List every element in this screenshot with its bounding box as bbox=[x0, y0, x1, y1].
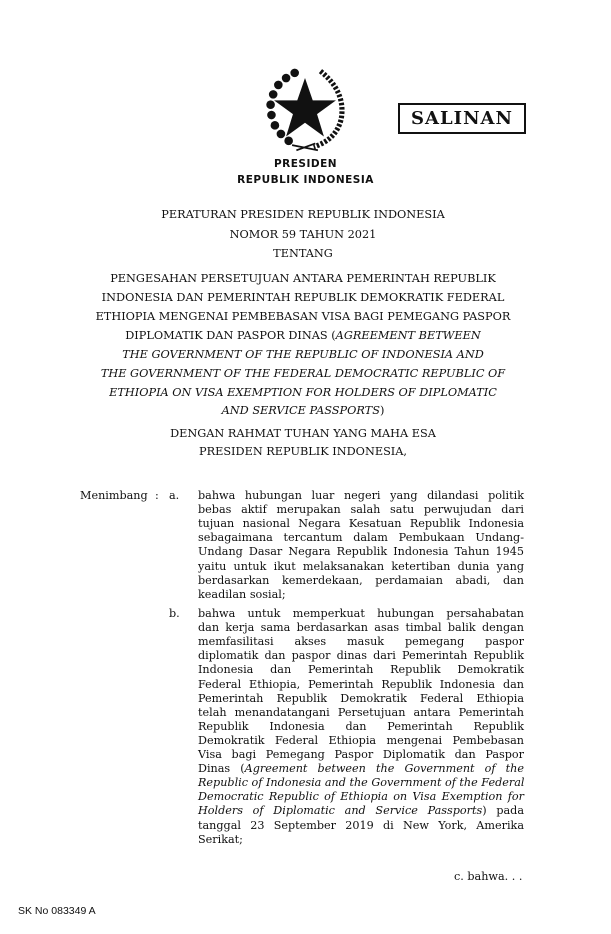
text-segment: Democratic Republic of Ethiopia on Visa Exemption for bbox=[198, 790, 524, 804]
text-segment: bebas aktif merupakan salah satu perwujudan dari bbox=[198, 503, 524, 517]
text-segment: telah menandatangani Persetujuan antara Pemerintah bbox=[198, 705, 524, 719]
paragraph-line bbox=[198, 649, 524, 662]
paragraph-line bbox=[198, 776, 524, 789]
paragraph-line bbox=[198, 545, 524, 558]
paragraph-line bbox=[198, 819, 524, 832]
paragraph-line bbox=[198, 489, 524, 502]
text-segment: DIPLOMATIK DAN PASPOR DINAS ( bbox=[125, 329, 336, 342]
continuation-text: c. bahwa. . . bbox=[454, 870, 523, 883]
title-line bbox=[0, 445, 606, 458]
title-line bbox=[0, 348, 606, 361]
paragraph-line bbox=[198, 790, 524, 803]
text-segment: Demokratik Federal Ethiopia mengenai Pembebasan bbox=[198, 733, 524, 747]
text-segment: NOMOR 59 TAHUN 2021 bbox=[229, 228, 377, 241]
text-segment: Visa bagi Pemegang Paspor Diplomatik dan Paspor bbox=[198, 748, 524, 761]
paragraph-line bbox=[198, 706, 524, 719]
paragraph-line bbox=[198, 748, 524, 761]
office-title: PRESIDEN bbox=[273, 158, 338, 170]
paragraph-line bbox=[198, 762, 524, 775]
text-segment: TENTANG bbox=[273, 247, 333, 260]
title-line bbox=[0, 291, 606, 304]
paragraph-line bbox=[198, 692, 524, 705]
text-segment: Dinas ( bbox=[198, 762, 245, 776]
text-segment: Undang Dasar Negara Republik Indonesia Tahun 1945 bbox=[198, 545, 524, 559]
paragraph-line bbox=[198, 621, 524, 634]
text-segment: memfasilitasi akses masuk pemegang paspor bbox=[198, 635, 524, 649]
item-marker: b. bbox=[169, 607, 180, 620]
text-segment: INDONESIA DAN PEMERINTAH REPUBLIK DEMOKRATIK FEDERAL bbox=[101, 291, 505, 304]
item-marker: a. bbox=[169, 489, 180, 502]
title-line bbox=[0, 247, 606, 260]
text-segment: bahwa hubungan luar negeri yang dilandasi politik bbox=[198, 489, 524, 502]
paragraph-line bbox=[198, 720, 524, 733]
office-subtitle: REPUBLIK INDONESIA bbox=[237, 174, 374, 186]
text-segment: Holders of Diplomatic and Service Passports bbox=[198, 804, 483, 818]
paragraph-line bbox=[198, 517, 524, 530]
text-segment: AND SERVICE PASSPORTS bbox=[221, 404, 380, 417]
paragraph-line bbox=[198, 607, 524, 620]
text-segment: yaitu untuk ikut melaksanakan ketertiban dunia yang bbox=[198, 559, 524, 573]
copy-stamp: SALINAN bbox=[398, 103, 526, 134]
paragraph-line bbox=[198, 574, 524, 587]
text-segment: ) pada bbox=[482, 804, 524, 818]
title-line bbox=[0, 367, 606, 380]
text-segment: keadilan sosial; bbox=[198, 587, 286, 601]
text-segment: Republik Indonesia dan Pemerintah Republik bbox=[198, 719, 524, 733]
paragraph-line bbox=[198, 663, 524, 676]
paragraph-line bbox=[198, 833, 524, 846]
paragraph-line bbox=[198, 734, 524, 747]
title-line bbox=[0, 427, 606, 440]
title-line bbox=[0, 386, 606, 399]
text-segment: Federal Ethiopia, Pemerintah Republik Indonesia dan bbox=[198, 677, 524, 691]
text-segment: AGREEMENT BETWEEN bbox=[335, 329, 481, 342]
text-segment: PENGESAHAN PERSETUJUAN ANTARA PEMERINTAH REPUBLIK bbox=[110, 272, 496, 285]
paragraph-line bbox=[198, 531, 524, 544]
text-segment: ETHIOPIA ON VISA EXEMPTION FOR HOLDERS OF DIPLOMATIC bbox=[109, 386, 497, 399]
text-segment: Pemerintah Republik Demokratik Federal Ethiopia bbox=[198, 691, 524, 705]
considering-colon: : bbox=[155, 489, 159, 502]
title-line bbox=[0, 404, 606, 417]
text-segment: THE GOVERNMENT OF THE REPUBLIC OF INDONESIA AND bbox=[122, 348, 484, 361]
paragraph-line bbox=[198, 678, 524, 691]
text-segment: bahwa untuk memperkuat hubungan persahabatan bbox=[198, 607, 524, 620]
text-segment: dan kerja sama berdasarkan asas timbal balik dengan bbox=[198, 621, 524, 635]
paragraph-line bbox=[198, 560, 524, 573]
text-segment: tanggal 23 September 2019 di New York, Amerika bbox=[198, 818, 524, 832]
text-segment: tujuan nasional Negara Kesatuan Republik Indonesia bbox=[198, 517, 524, 531]
title-line bbox=[0, 329, 606, 342]
paragraph-line bbox=[198, 588, 524, 601]
text-segment: Serikat; bbox=[198, 832, 243, 846]
text-segment: DENGAN RAHMAT TUHAN YANG MAHA ESA bbox=[170, 427, 436, 440]
text-segment: sebagaimana tercantum dalam Pembukaan Undang- bbox=[198, 531, 524, 545]
text-segment: PERATURAN PRESIDEN REPUBLIK INDONESIA bbox=[161, 208, 445, 221]
text-segment: Republic of Indonesia and the Government of the Federal bbox=[198, 776, 525, 790]
text-segment: THE GOVERNMENT OF THE FEDERAL DEMOCRATIC REPUBLIC OF bbox=[100, 367, 506, 380]
paragraph-line bbox=[198, 635, 524, 648]
text-segment: ) bbox=[379, 404, 385, 417]
document-serial-number: SK No 083349 A bbox=[18, 905, 96, 917]
paragraph-line bbox=[198, 804, 524, 817]
text-segment: berdasarkan kemerdekaan, perdamaian abadi, dan bbox=[198, 573, 524, 587]
text-segment: diplomatik dan paspor dinas dari Pemerintah Republik bbox=[198, 649, 524, 663]
title-line bbox=[0, 228, 606, 241]
paragraph-line bbox=[198, 503, 524, 516]
text-segment: PRESIDEN REPUBLIK INDONESIA, bbox=[198, 445, 408, 458]
title-line bbox=[0, 208, 606, 221]
text-segment: Agreement between the Government of the bbox=[244, 762, 524, 776]
title-line bbox=[0, 310, 606, 323]
title-line bbox=[0, 272, 606, 285]
considering-label: Menimbang bbox=[80, 489, 148, 502]
text-segment: ETHIOPIA MENGENAI PEMBEBASAN VISA BAGI PEMEGANG PASPOR bbox=[95, 310, 511, 323]
text-segment: Indonesia dan Pemerintah Republik Demokratik bbox=[198, 663, 524, 677]
garuda-star-emblem-icon bbox=[262, 66, 348, 152]
